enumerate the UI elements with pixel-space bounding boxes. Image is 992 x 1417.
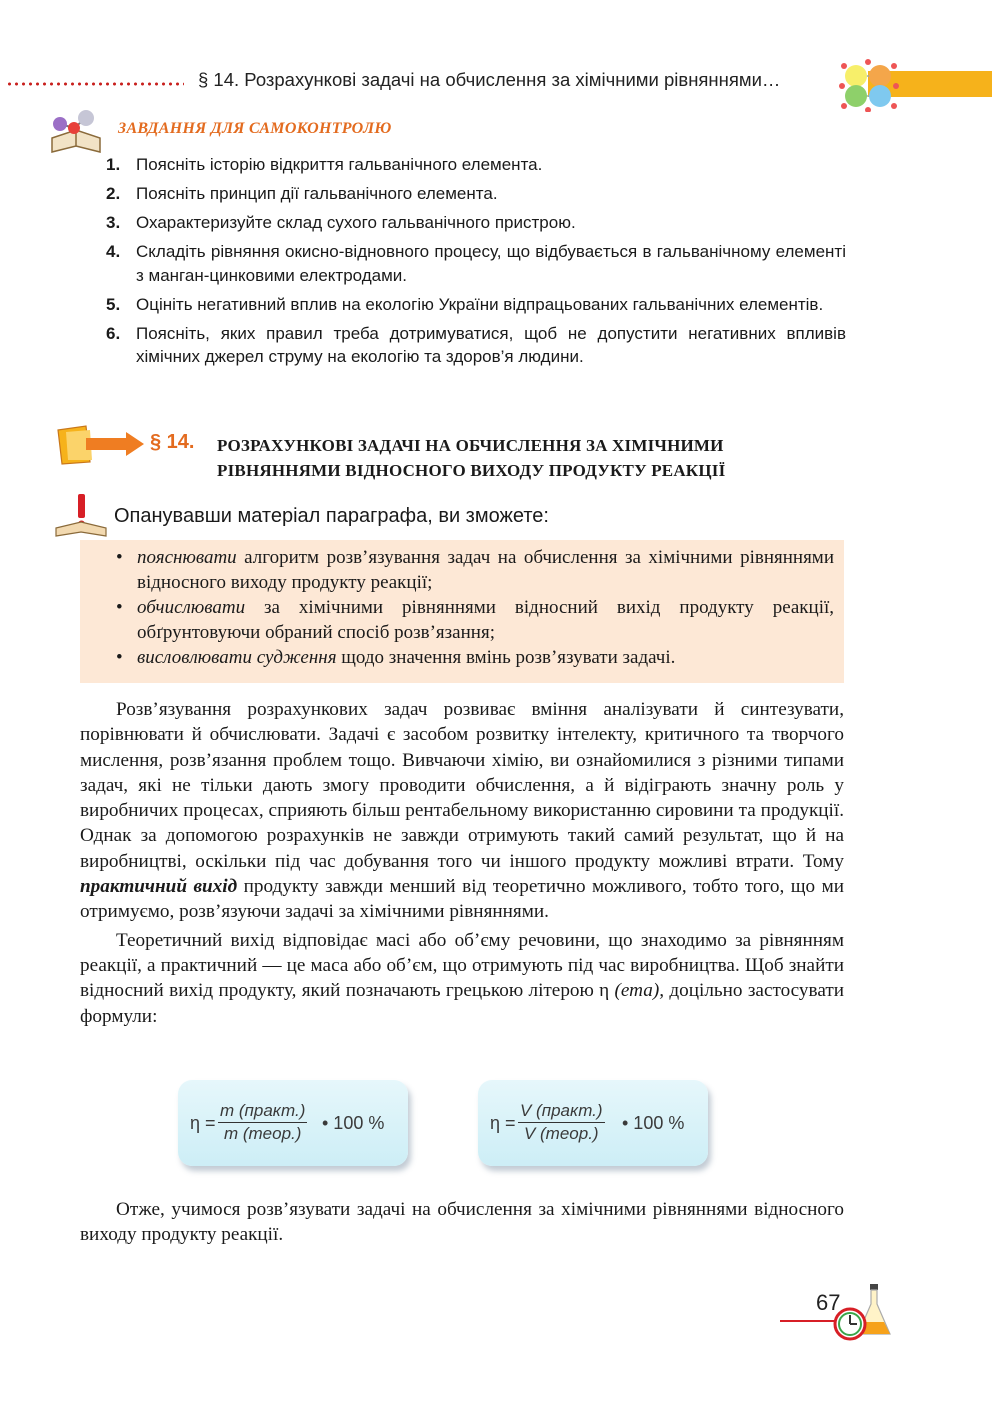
running-header-title: § 14. Розрахункові задачі на обчислення за хімічними рівняннями… xyxy=(198,69,781,90)
question-number: 3. xyxy=(106,213,121,232)
goal-term: пояснювати xyxy=(137,547,237,568)
section-title: РОЗРАХУНКОВІ ЗАДАЧІ НА ОБЧИСЛЕННЯ ЗА ХІМІЧНИМИ РІВНЯННЯМИ ВІДНОСНОГО ВИХОДУ ПРОДУКТУ РЕАКЦІЇ xyxy=(217,436,726,480)
page-number: 67 xyxy=(816,1290,841,1315)
paragraph-2 xyxy=(80,928,844,1029)
conclusion-paragraph: Отже, учимося розв’язувати задачі на обчислення за хімічними рівняннями відносного виходу продукту реакції. xyxy=(80,1199,844,1246)
question-number: 5. xyxy=(106,294,121,314)
formula-numerator: m (практ.) xyxy=(218,1101,307,1123)
conclusion xyxy=(80,1197,844,1251)
goal-text xyxy=(137,545,834,595)
formula-fraction xyxy=(218,1101,307,1144)
formula-denominator: m (теор.) xyxy=(223,1124,302,1143)
goal-text xyxy=(137,645,834,670)
formula-lhs: η = xyxy=(190,1113,216,1133)
question-item xyxy=(106,153,846,177)
question-text: Охарактеризуйте склад сухого гальванічного пристрою. xyxy=(136,213,576,232)
text-run: Розв’язування розрахункових задач розвиває вміння аналізувати й синтезувати, порівнювати й обчислювати. Задачі є засобом розвитку інтелекту, критичного та творчого мислення, розв’язання проблем тощо. Вивчаючи хімію, ви ознайомилися з різними типами задач, які не тільки дають змогу проводити обчислення, а й відіграють значну роль у виробничих процесах, сприяють більш рентабельному використанню сировини та продукції. Однак за допомогою розрахунків не завжди отримують такий самий результат, що й на виробництві, оскільки під час добування того чи іншого продукту можливі втрати. Тому xyxy=(80,699,844,872)
goals-list xyxy=(116,545,834,670)
goal-text xyxy=(137,595,834,645)
text-run: Теоретичний вихід відповідає масі або об’єму речовини, що знаходимо за рівнянням реакції, а практичний — це маса або об’єм, що отримують під час виробництва. Щоб знайти відносний вихід продукту, який позначають грецькою літерою η xyxy=(80,929,844,1002)
formula-factor: • 100 % xyxy=(622,1113,685,1133)
paragraph-1 xyxy=(80,697,844,925)
question-text: Оцініть негативний вплив на екологію України відпрацьованих гальванічних елементів. xyxy=(136,294,824,314)
goal-rest: алгоритм розв’язування задач на обчислення за хімічними рівняннями відносного виходу продукту реакції; xyxy=(137,547,834,593)
text-run: доцільно застосувати формули: xyxy=(80,980,845,1027)
formula-mass xyxy=(178,1080,408,1166)
bullet: • xyxy=(116,647,123,668)
question-text: Поясніть історію відкриття гальванічного елемента. xyxy=(136,155,543,174)
question-text: Поясніть принцип дії гальванічного елемента. xyxy=(136,184,498,203)
molecule-book-icon xyxy=(46,106,106,158)
goal-rest: за хімічними рівняннями відносний вихід продукту реакції, обґрунтовуючи обраний спосіб розв’язання; xyxy=(137,597,834,643)
question-number: 1. xyxy=(106,155,121,174)
formula-numerator: V (практ.) xyxy=(518,1101,605,1123)
bullet: • xyxy=(116,547,123,568)
question-item xyxy=(106,182,846,206)
goals-intro: Опанувавши матеріал параграфа, ви зможете: xyxy=(114,505,549,527)
question-item xyxy=(106,293,846,317)
goal-item xyxy=(116,595,834,645)
self-control-questions xyxy=(106,153,846,374)
goal-item xyxy=(116,545,834,595)
goal-term: обчислювати xyxy=(137,597,246,618)
question-item xyxy=(106,211,846,235)
formula-fraction xyxy=(518,1101,605,1144)
question-number: 4. xyxy=(106,242,121,261)
header-dotted-line xyxy=(6,82,184,86)
molecule-header-icon xyxy=(838,56,902,112)
question-item xyxy=(106,322,846,369)
exclamation-book-icon xyxy=(54,494,110,538)
section-number: § 14. xyxy=(150,431,195,453)
question-text: Складіть рівняння окисно-відновного процесу, що відбувається в гальванічному елементі з манган-цинковими електродами. xyxy=(136,242,846,285)
goal-item xyxy=(116,645,834,670)
key-term: практичний вихід xyxy=(80,876,238,898)
question-item xyxy=(106,240,846,287)
bullet: • xyxy=(116,597,123,618)
greek-name: (ета), xyxy=(614,980,665,1002)
formula-volume xyxy=(478,1080,708,1166)
text-run: продукту завжди менший від теоретично можливого, тобто того, що ми отримуємо, розв’язуючи задачі за хімічними рівняннями. xyxy=(80,876,844,923)
pointing-hand-book-icon xyxy=(56,424,148,466)
formula-lhs: η = xyxy=(490,1113,516,1133)
body-text xyxy=(80,697,844,1032)
question-number: 6. xyxy=(106,323,121,343)
goal-rest: щодо значення вмінь розв’язувати задачі. xyxy=(336,647,676,668)
self-control-title: ЗАВДАННЯ ДЛЯ САМОКОНТРОЛЮ xyxy=(118,120,392,137)
question-text: Поясніть, яких правил треба дотримуватися, щоб не допустити негативних впливів хімічних джерел струму на екологію та здоров’я людини. xyxy=(136,323,846,366)
formula-denominator: V (теор.) xyxy=(523,1124,599,1143)
question-number: 2. xyxy=(106,184,121,203)
formula-factor: • 100 % xyxy=(322,1113,385,1133)
flask-clock-icon xyxy=(832,1282,896,1342)
goal-term: висловлювати судження xyxy=(137,647,337,668)
